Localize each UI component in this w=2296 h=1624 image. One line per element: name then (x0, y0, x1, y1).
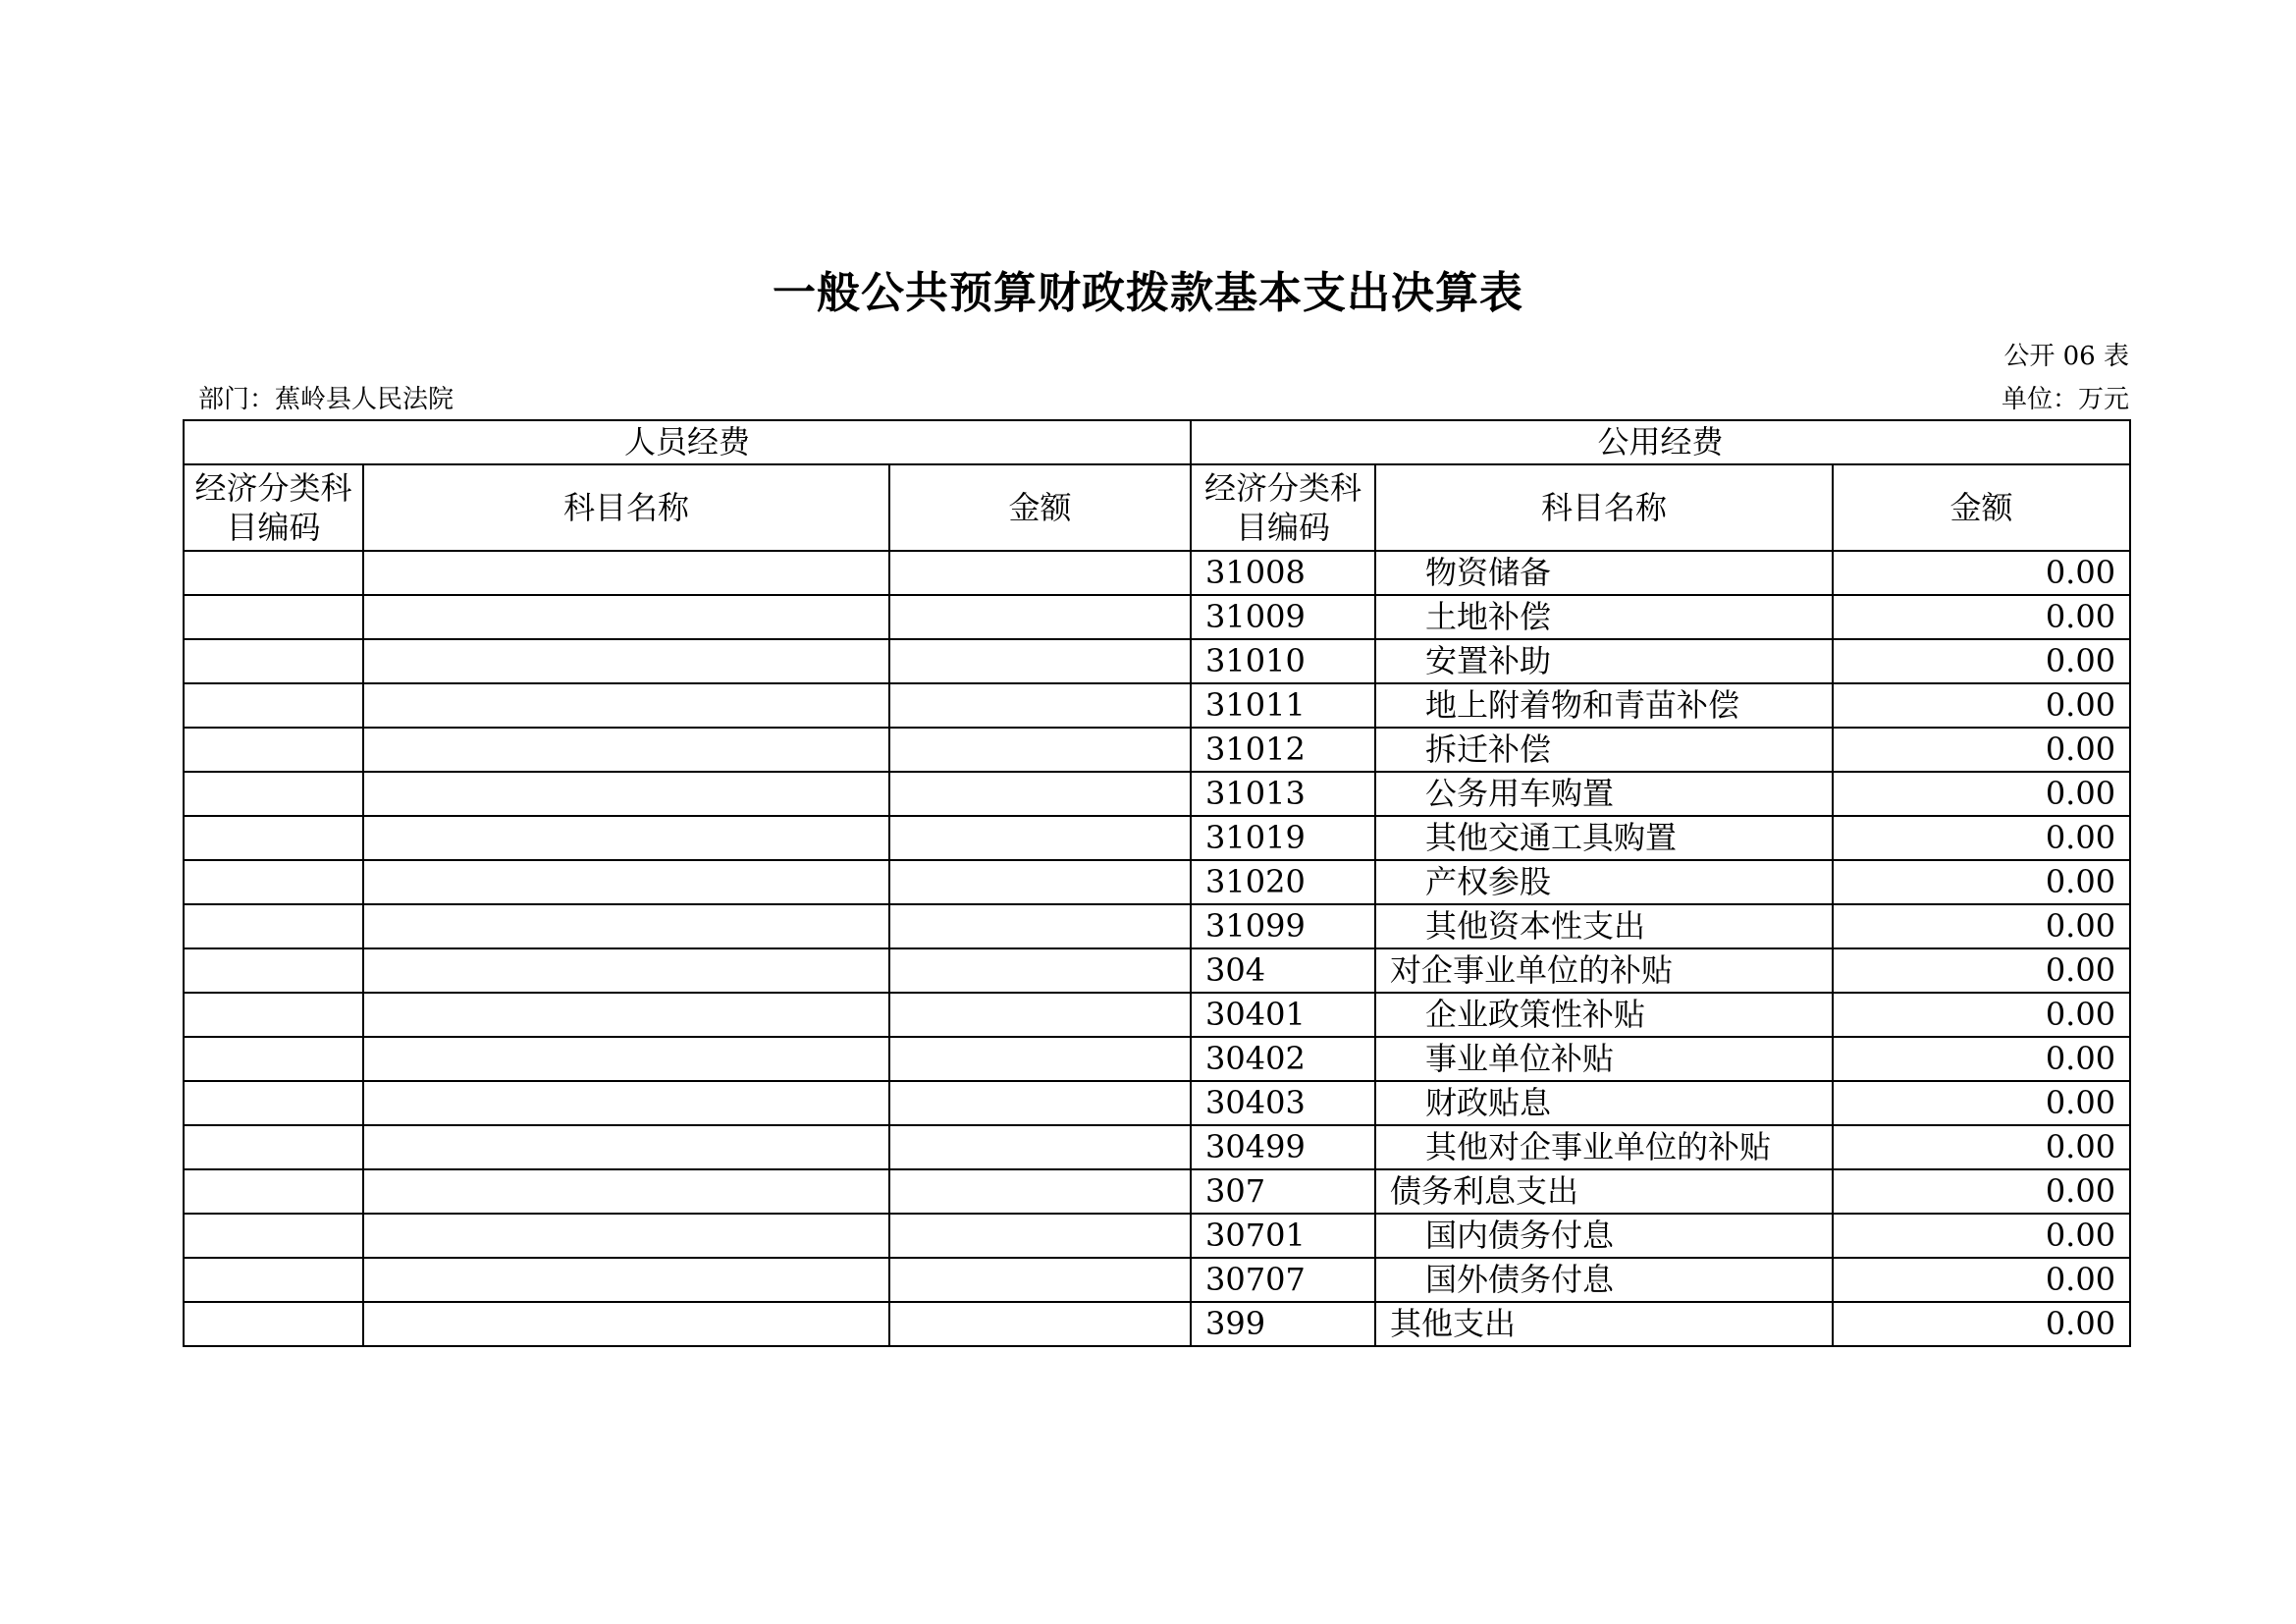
table-row (184, 1258, 2130, 1302)
public-code-cell: 30403 (1191, 1081, 1375, 1125)
public-amount-cell: 0.00 (1833, 1214, 2130, 1258)
public-name-cell: 土地补偿 (1375, 595, 1833, 639)
personnel-name-cell (363, 904, 889, 948)
table-row (184, 1125, 2130, 1169)
personnel-amount-cell (889, 772, 1191, 816)
public-amount-cell: 0.00 (1833, 1302, 2130, 1346)
table-row (184, 683, 2130, 728)
personnel-code-cell (184, 860, 363, 904)
personnel-code-cell (184, 1302, 363, 1346)
table-row (184, 551, 2130, 595)
department-label: 部门：蕉岭县人民法院 (198, 385, 454, 414)
public-amount-cell: 0.00 (1833, 904, 2130, 948)
personnel-amount-cell (889, 1302, 1191, 1346)
table-row (184, 948, 2130, 993)
public-name-cell: 地上附着物和青苗补偿 (1375, 683, 1833, 728)
public-amount-cell: 0.00 (1833, 1125, 2130, 1169)
public-amount-cell: 0.00 (1833, 595, 2130, 639)
header-public-name: 科目名称 (1375, 464, 1833, 551)
personnel-name-cell (363, 1169, 889, 1214)
public-code-cell: 31020 (1191, 860, 1375, 904)
personnel-amount-cell (889, 860, 1191, 904)
personnel-code-cell (184, 1258, 363, 1302)
personnel-amount-cell (889, 1169, 1191, 1214)
header-personnel-amount: 金额 (889, 464, 1191, 551)
public-code-cell: 30701 (1191, 1214, 1375, 1258)
budget-table (183, 419, 2131, 1347)
personnel-name-cell (363, 948, 889, 993)
page-title: 一般公共预算财政拨款基本支出决算表 (773, 268, 1523, 318)
personnel-code-cell (184, 948, 363, 993)
header-personnel-name: 科目名称 (363, 464, 889, 551)
public-code-cell: 30402 (1191, 1037, 1375, 1081)
public-code-cell: 31012 (1191, 728, 1375, 772)
table-row (184, 1302, 2130, 1346)
personnel-amount-cell (889, 948, 1191, 993)
public-amount-cell: 0.00 (1833, 816, 2130, 860)
column-header-row (184, 464, 2130, 551)
header-public-amount: 金额 (1833, 464, 2130, 551)
public-code-cell: 31009 (1191, 595, 1375, 639)
personnel-name-cell (363, 1258, 889, 1302)
public-amount-cell: 0.00 (1833, 639, 2130, 683)
public-name-cell: 其他交通工具购置 (1375, 816, 1833, 860)
personnel-amount-cell (889, 1081, 1191, 1125)
personnel-amount-cell (889, 551, 1191, 595)
personnel-amount-cell (889, 993, 1191, 1037)
personnel-name-cell (363, 772, 889, 816)
public-name-cell: 企业政策性补贴 (1375, 993, 1833, 1037)
public-name-cell: 债务利息支出 (1375, 1169, 1833, 1214)
personnel-name-cell (363, 639, 889, 683)
personnel-code-cell (184, 1125, 363, 1169)
personnel-name-cell (363, 1125, 889, 1169)
header-personnel-code: 经济分类科目编码 (184, 464, 363, 551)
public-code-cell: 30499 (1191, 1125, 1375, 1169)
personnel-code-cell (184, 1081, 363, 1125)
personnel-code-cell (184, 1169, 363, 1214)
personnel-code-cell (184, 683, 363, 728)
personnel-name-cell (363, 683, 889, 728)
personnel-amount-cell (889, 1125, 1191, 1169)
public-name-cell: 产权参股 (1375, 860, 1833, 904)
public-name-cell: 公务用车购置 (1375, 772, 1833, 816)
personnel-amount-cell (889, 683, 1191, 728)
public-code-cell: 30401 (1191, 993, 1375, 1037)
public-amount-cell: 0.00 (1833, 1169, 2130, 1214)
public-name-cell: 其他资本性支出 (1375, 904, 1833, 948)
personnel-name-cell (363, 595, 889, 639)
public-amount-cell: 0.00 (1833, 1081, 2130, 1125)
personnel-name-cell (363, 1302, 889, 1346)
personnel-name-cell (363, 993, 889, 1037)
group-personnel: 人员经费 (184, 420, 1191, 464)
personnel-code-cell (184, 993, 363, 1037)
public-name-cell: 拆迁补偿 (1375, 728, 1833, 772)
public-amount-cell: 0.00 (1833, 1258, 2130, 1302)
personnel-amount-cell (889, 904, 1191, 948)
personnel-code-cell (184, 551, 363, 595)
table-row (184, 1169, 2130, 1214)
unit-label: 单位：万元 (2001, 385, 2129, 414)
personnel-amount-cell (889, 1037, 1191, 1081)
personnel-code-cell (184, 639, 363, 683)
table-row (184, 904, 2130, 948)
personnel-amount-cell (889, 728, 1191, 772)
personnel-code-cell (184, 904, 363, 948)
public-name-cell: 事业单位补贴 (1375, 1037, 1833, 1081)
personnel-amount-cell (889, 639, 1191, 683)
personnel-amount-cell (889, 1258, 1191, 1302)
personnel-amount-cell (889, 595, 1191, 639)
table-row (184, 816, 2130, 860)
group-public: 公用经费 (1191, 420, 2130, 464)
personnel-code-cell (184, 816, 363, 860)
public-name-cell: 安置补助 (1375, 639, 1833, 683)
public-amount-cell: 0.00 (1833, 728, 2130, 772)
personnel-code-cell (184, 1037, 363, 1081)
table-row (184, 993, 2130, 1037)
public-name-cell: 国内债务付息 (1375, 1214, 1833, 1258)
table-row (184, 772, 2130, 816)
personnel-amount-cell (889, 816, 1191, 860)
public-code-cell: 31099 (1191, 904, 1375, 948)
public-amount-cell: 0.00 (1833, 860, 2130, 904)
form-id: 公开 06 表 (2003, 342, 2129, 371)
public-amount-cell: 0.00 (1833, 948, 2130, 993)
public-code-cell: 31008 (1191, 551, 1375, 595)
personnel-code-cell (184, 595, 363, 639)
header-public-code: 经济分类科目编码 (1191, 464, 1375, 551)
public-code-cell: 31019 (1191, 816, 1375, 860)
public-code-cell: 31010 (1191, 639, 1375, 683)
public-name-cell: 物资储备 (1375, 551, 1833, 595)
personnel-name-cell (363, 728, 889, 772)
group-header-row (184, 420, 2130, 464)
personnel-name-cell (363, 816, 889, 860)
public-code-cell: 307 (1191, 1169, 1375, 1214)
public-name-cell: 国外债务付息 (1375, 1258, 1833, 1302)
personnel-name-cell (363, 1037, 889, 1081)
public-amount-cell: 0.00 (1833, 993, 2130, 1037)
table-row (184, 639, 2130, 683)
table-row (184, 1214, 2130, 1258)
public-name-cell: 对企事业单位的补贴 (1375, 948, 1833, 993)
personnel-name-cell (363, 1214, 889, 1258)
public-code-cell: 31013 (1191, 772, 1375, 816)
table-row (184, 1081, 2130, 1125)
table-row (184, 728, 2130, 772)
personnel-code-cell (184, 1214, 363, 1258)
public-name-cell: 其他对企事业单位的补贴 (1375, 1125, 1833, 1169)
public-code-cell: 304 (1191, 948, 1375, 993)
public-code-cell: 31011 (1191, 683, 1375, 728)
public-amount-cell: 0.00 (1833, 772, 2130, 816)
personnel-name-cell (363, 551, 889, 595)
personnel-amount-cell (889, 1214, 1191, 1258)
personnel-name-cell (363, 860, 889, 904)
public-amount-cell: 0.00 (1833, 683, 2130, 728)
table-row (184, 595, 2130, 639)
personnel-code-cell (184, 772, 363, 816)
public-name-cell: 其他支出 (1375, 1302, 1833, 1346)
table-row (184, 1037, 2130, 1081)
public-amount-cell: 0.00 (1833, 551, 2130, 595)
public-code-cell: 399 (1191, 1302, 1375, 1346)
public-code-cell: 30707 (1191, 1258, 1375, 1302)
table-row (184, 860, 2130, 904)
personnel-name-cell (363, 1081, 889, 1125)
public-name-cell: 财政贴息 (1375, 1081, 1833, 1125)
personnel-code-cell (184, 728, 363, 772)
public-amount-cell: 0.00 (1833, 1037, 2130, 1081)
